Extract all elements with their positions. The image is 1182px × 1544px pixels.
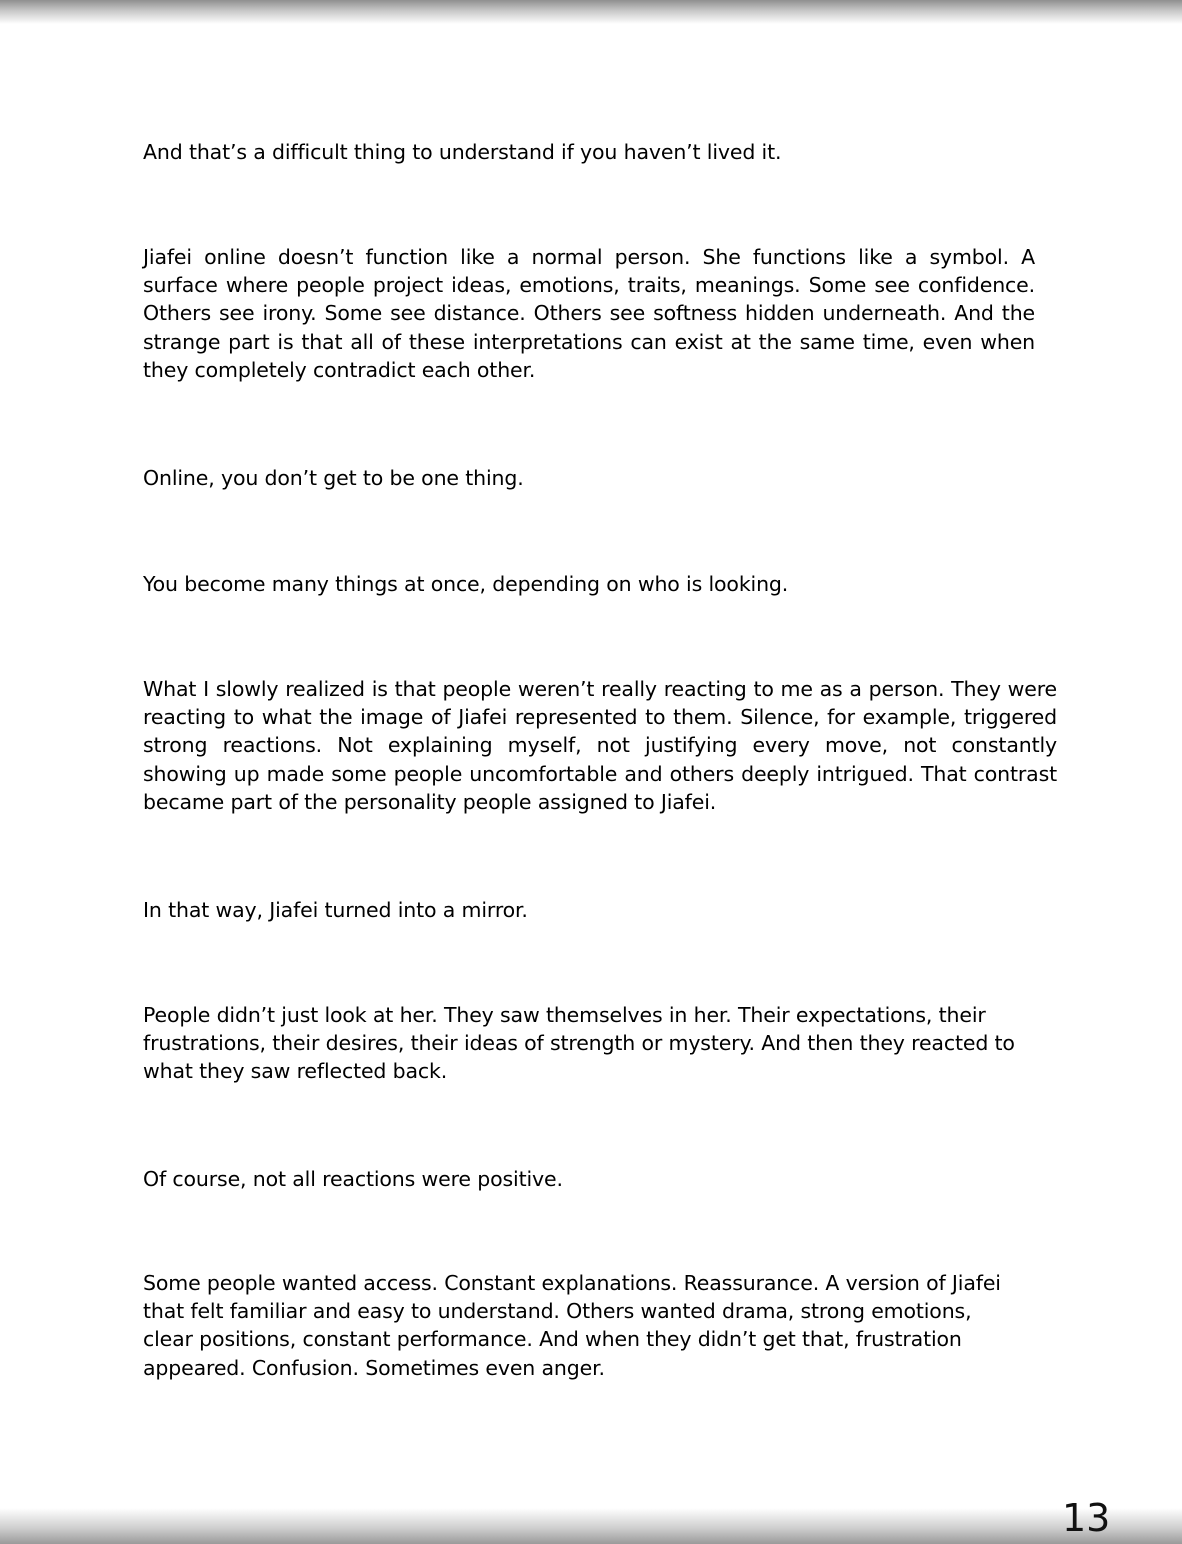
page-number: 13 [1062, 1496, 1111, 1540]
paragraph-8: Of course, not all reactions were positive. [143, 1167, 563, 1191]
paragraph-5: What I slowly realized is that people weren’t really reacting to me as a person. They were reacting to what the image of Jiafei represented to them. Silence, for example, triggered strong reactions. Not explaining myself, not justifying every move, not constantly showing up made some people uncomfortable and others deeply intrigued. That contrast became part of the personality people assigned to Jiafei. [143, 677, 1057, 814]
paragraph-3: Online, you don’t get to be one thing. [143, 466, 524, 490]
paragraph-1: And that’s a difficult thing to understand if you haven’t lived it. [143, 140, 782, 164]
paragraph-9: Some people wanted access. Constant explanations. Reassurance. A version of Jiafei that felt familiar and easy to understand. Others wanted drama, strong emotions, clear positions, constant performance. And when they didn’t get that, frustration appeared. Confusion. Sometimes even anger. [143, 1271, 1001, 1380]
paragraph-4: You become many things at once, depending on who is looking. [143, 572, 789, 596]
paragraph-2: Jiafei online doesn’t function like a normal person. She functions like a symbol. A surface where people project ideas, emotions, traits, meanings. Some see confidence. Others see irony. Some see distance. Others see softness hidden underneath. And the strange part is that all of these interpretations can exist at the same time, even when they completely contradict each other. [143, 245, 1035, 382]
page-top-shadow [0, 0, 1182, 24]
paragraph-7: People didn’t just look at her. They saw themselves in her. Their expectations, their frustrations, their desires, their ideas of strength or mystery. And then they reacted to what they saw reflected back. [143, 1003, 1015, 1084]
paragraph-6: In that way, Jiafei turned into a mirror. [143, 898, 528, 922]
page-bottom-shadow [0, 1508, 1182, 1544]
